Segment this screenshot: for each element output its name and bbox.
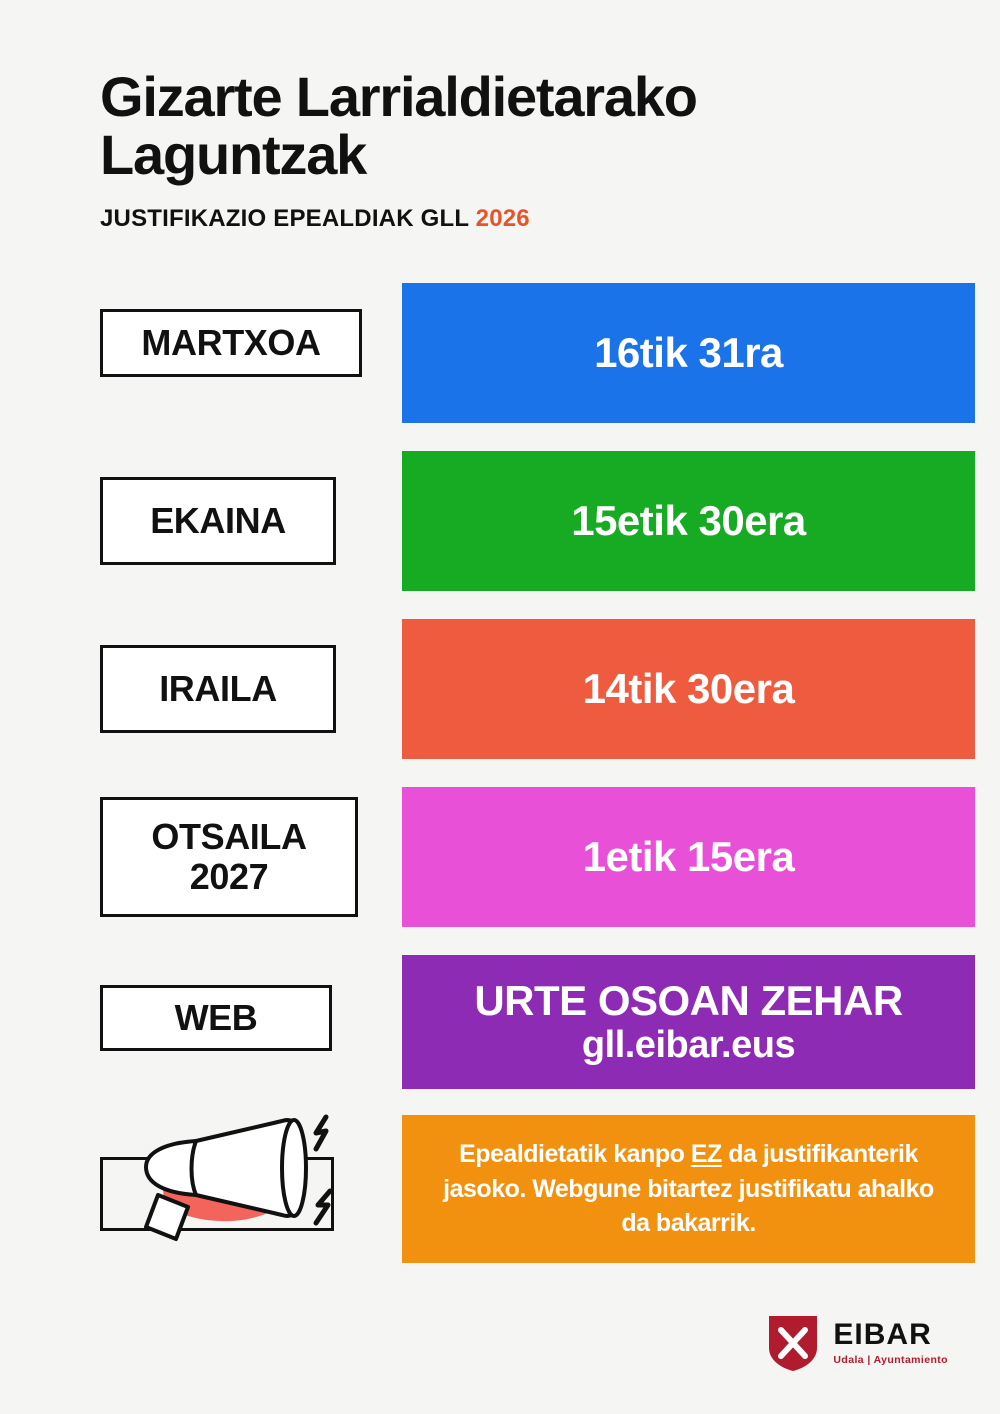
schedule-month-label bbox=[100, 477, 336, 565]
schedule-period-value: URTE OSOAN ZEHAR bbox=[474, 977, 903, 1025]
schedule-month-text: OTSAILA 2027 bbox=[151, 815, 307, 897]
schedule-period-value: 1etik 15era bbox=[582, 833, 795, 881]
logo-name: EIBAR bbox=[833, 1318, 932, 1352]
notice-row bbox=[0, 1115, 1000, 1295]
megaphone-icon bbox=[104, 1099, 350, 1249]
schedule-month-label bbox=[100, 985, 332, 1051]
schedule-period-bar bbox=[402, 283, 975, 423]
logo-text bbox=[833, 1320, 948, 1366]
schedule-period-bar bbox=[402, 451, 975, 591]
schedule-row bbox=[0, 787, 1000, 955]
subtitle-year: 2026 bbox=[475, 205, 530, 233]
schedule-month-label bbox=[100, 797, 358, 917]
schedule-month-text: MARTXOA bbox=[141, 321, 321, 363]
header bbox=[100, 65, 960, 233]
schedule-month-text: EKAINA bbox=[150, 499, 286, 541]
notice-emphasis: EZ bbox=[690, 1140, 722, 1169]
schedule-period-value: 16tik 31ra bbox=[594, 329, 783, 377]
schedule-row bbox=[0, 283, 1000, 451]
notice-bar bbox=[402, 1115, 975, 1263]
notice-part1: Epealdietatik kanpo bbox=[459, 1140, 691, 1169]
logo-subtitle: Udala | Ayuntamiento bbox=[833, 1354, 948, 1367]
schedule-period-url[interactable]: gll.eibar.eus bbox=[581, 1024, 796, 1067]
schedule-period-bar bbox=[402, 787, 975, 927]
page-subtitle bbox=[100, 205, 960, 233]
schedule-month-text: WEB bbox=[174, 996, 258, 1038]
shield-icon bbox=[767, 1314, 819, 1372]
schedule-row bbox=[0, 955, 1000, 1115]
schedule-month-text: IRAILA bbox=[159, 667, 277, 709]
notice-text bbox=[436, 1137, 941, 1241]
schedule-period-value: 15etik 30era bbox=[571, 497, 806, 545]
schedule-row bbox=[0, 619, 1000, 787]
schedule-list bbox=[0, 283, 1000, 1295]
schedule-period-bar bbox=[402, 619, 975, 759]
schedule-period-bar bbox=[402, 955, 975, 1089]
schedule-month-label bbox=[100, 645, 336, 733]
subtitle-text: JUSTIFIKAZIO EPEALDIAK GLL bbox=[100, 205, 469, 233]
schedule-period-value: 14tik 30era bbox=[582, 665, 795, 713]
page-title: Gizarte Larrialdietarako Laguntzak bbox=[100, 65, 697, 186]
schedule-row bbox=[0, 451, 1000, 619]
eibar-logo bbox=[767, 1314, 948, 1372]
schedule-month-label bbox=[100, 309, 362, 377]
notice-part2: da justifikanterik jasoko. Webgune bitartez justifikatu ahalko da bakarrik. bbox=[443, 1140, 934, 1238]
